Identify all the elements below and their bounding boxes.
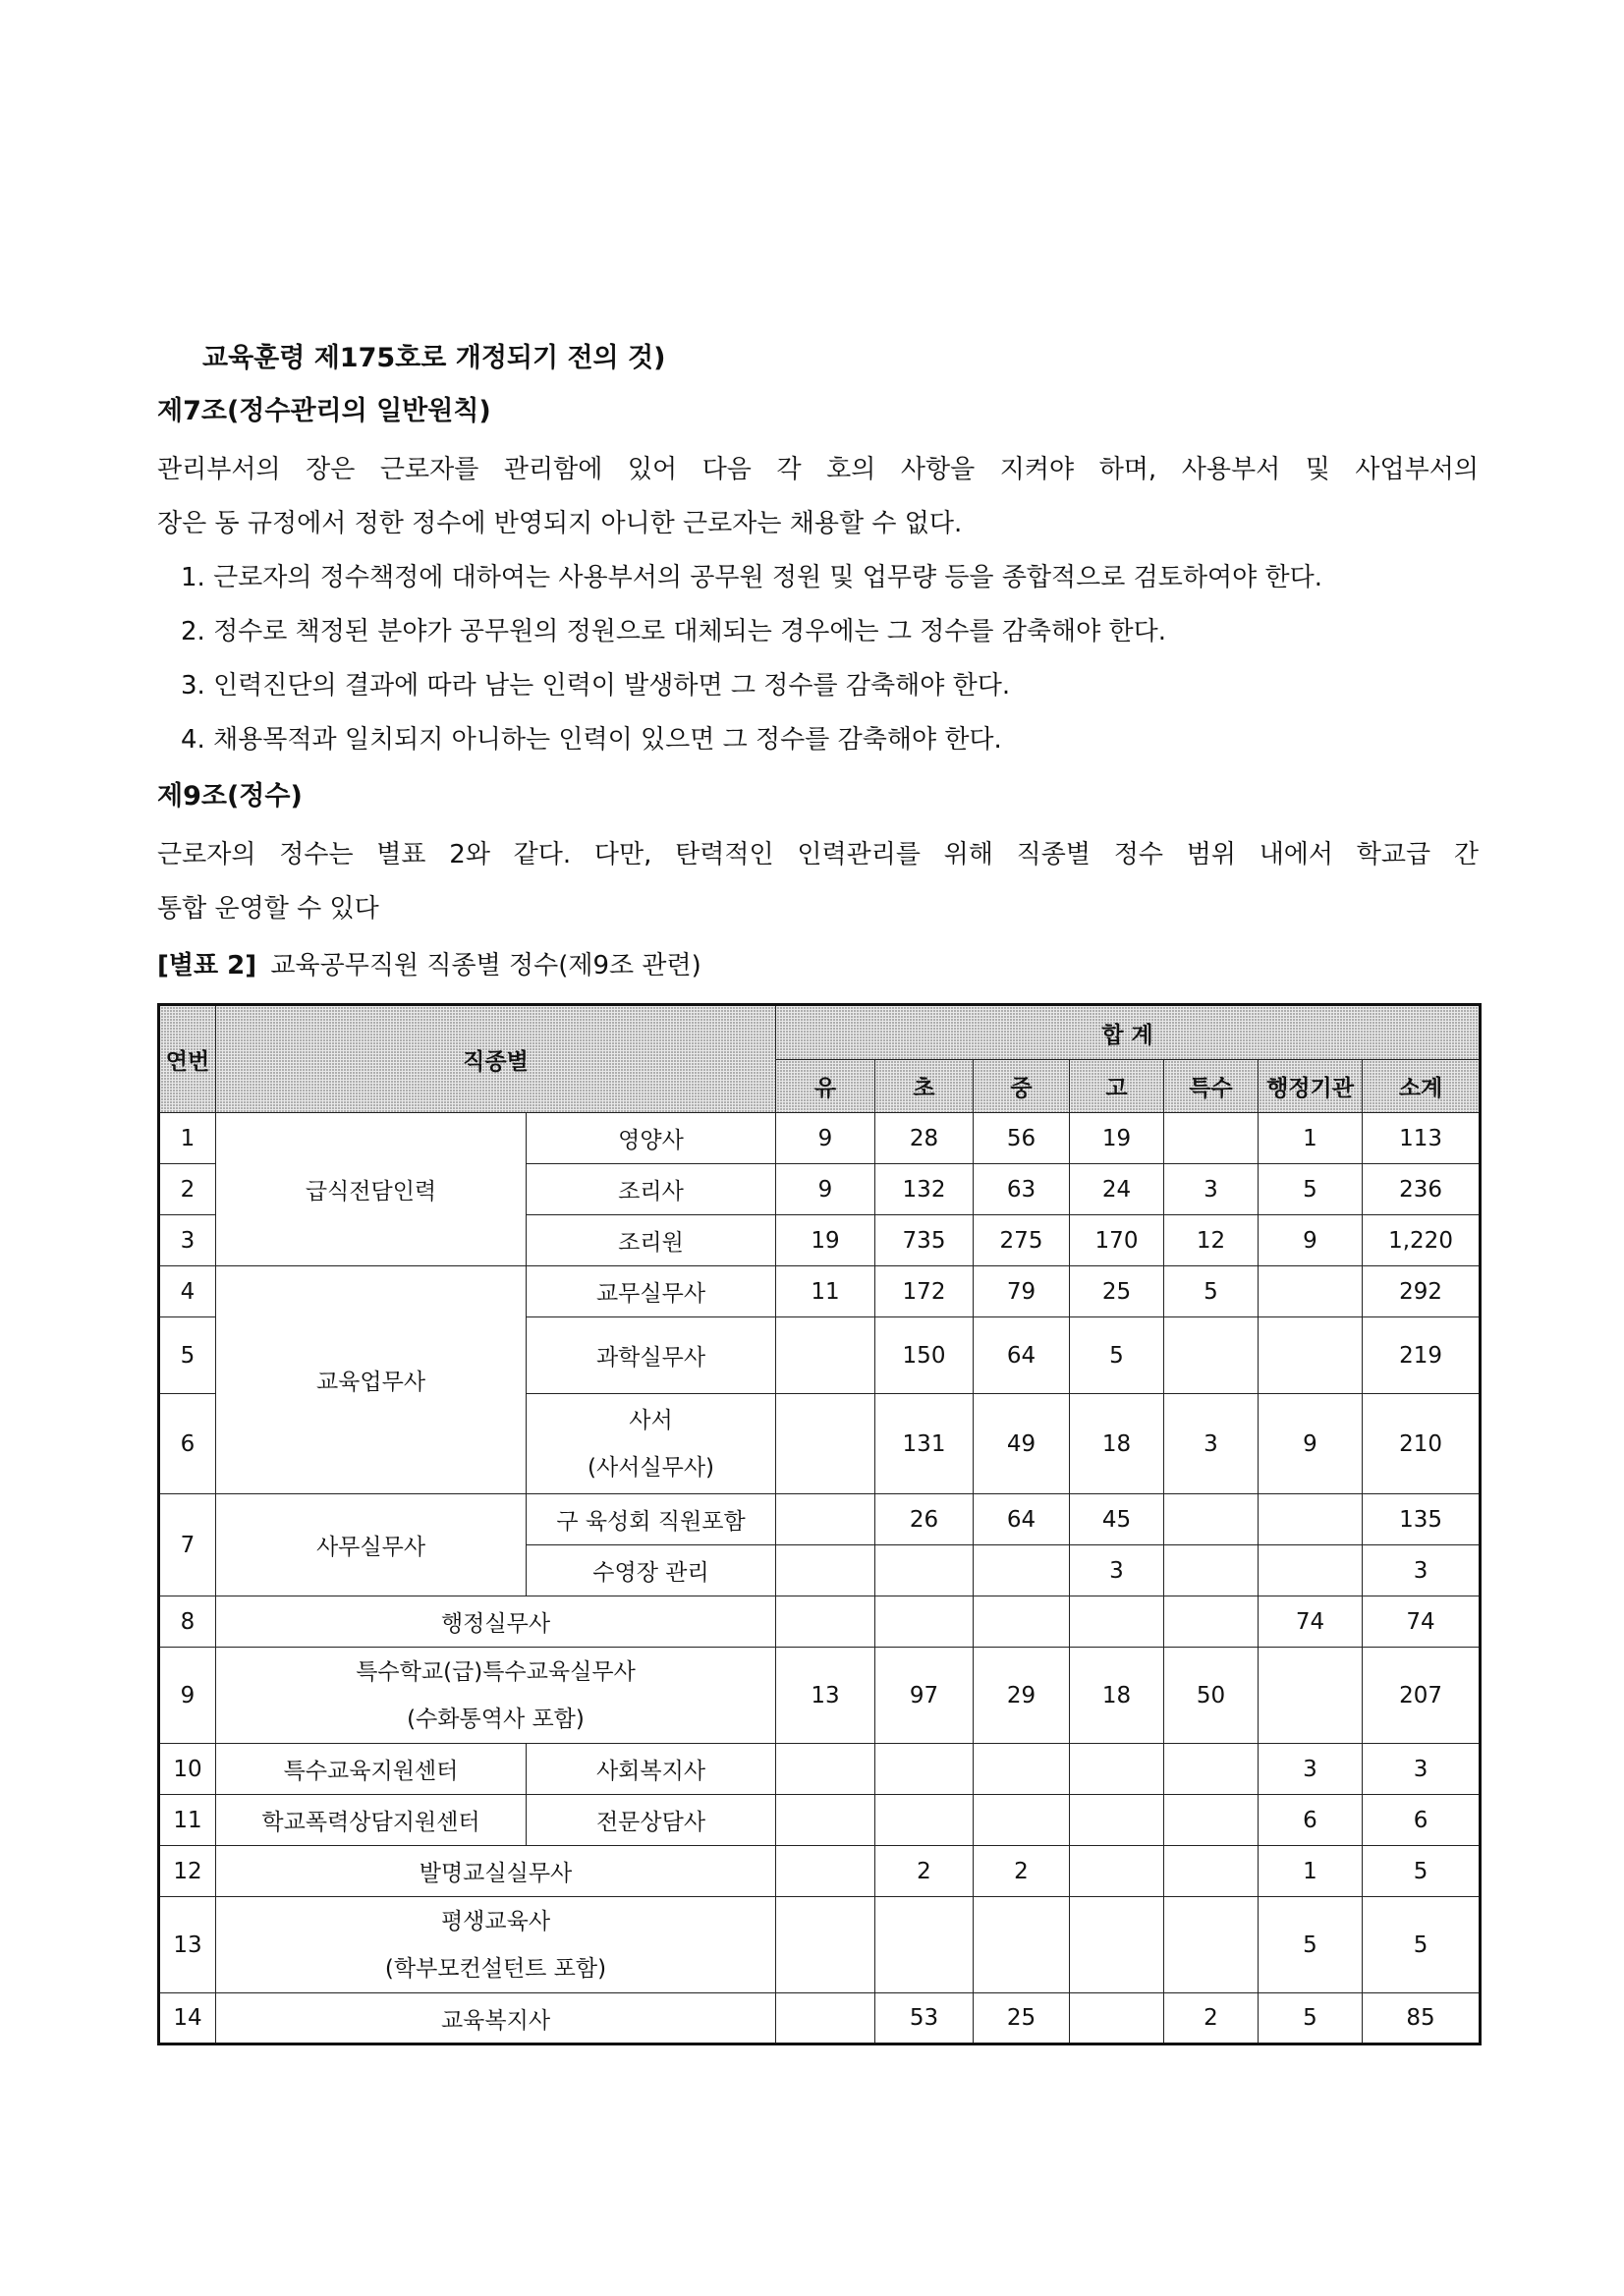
cell-value: 5 <box>1259 1164 1363 1215</box>
cell-group: 학교폭력상담지원센터 <box>216 1795 527 1846</box>
list-item: 3. 인력진단의 결과에 따라 남는 인력이 발생하면 그 정수를 감축해야 한다. <box>181 671 1011 700</box>
cell-no: 9 <box>159 1648 216 1744</box>
cell-job-line-2: (사서실무사) <box>587 1454 715 1481</box>
cell-group: 급식전담인력 <box>216 1113 527 1266</box>
cell-value <box>974 1596 1070 1648</box>
cell-value: 5 <box>1070 1317 1164 1394</box>
cell-value <box>1164 1317 1259 1394</box>
annex-title: 교육공무직원 직종별 정수(제9조 관련) <box>270 951 701 980</box>
cell-value: 24 <box>1070 1164 1164 1215</box>
cell-value <box>974 1744 1070 1795</box>
cell-group-line-1: 평생교육사 <box>440 1908 551 1934</box>
cell-value <box>1259 1494 1363 1545</box>
cell-no: 6 <box>159 1394 216 1494</box>
cell-value: 50 <box>1164 1648 1259 1744</box>
cell-value: 3 <box>1070 1545 1164 1596</box>
cell-value: 18 <box>1070 1648 1164 1744</box>
cell-value: 28 <box>875 1113 974 1164</box>
cell-value <box>875 1545 974 1596</box>
cell-job: 영양사 <box>527 1113 776 1164</box>
cell-no: 10 <box>159 1744 216 1795</box>
cell-job: 교무실무사 <box>527 1266 776 1317</box>
cell-job: 조리원 <box>527 1215 776 1266</box>
cell-value: 25 <box>1070 1266 1164 1317</box>
cell-value: 97 <box>875 1648 974 1744</box>
cell-value <box>776 1494 875 1545</box>
cell-value <box>1164 1545 1259 1596</box>
header-col: 고 <box>1070 1060 1164 1113</box>
cell-value: 3 <box>1363 1744 1481 1795</box>
cell-value: 5 <box>1164 1266 1259 1317</box>
cell-value: 5 <box>1363 1897 1481 1993</box>
cell-value: 9 <box>776 1113 875 1164</box>
cell-value <box>974 1897 1070 1993</box>
cell-group <box>216 1897 776 1993</box>
cell-group-line-1: 특수학교(급)특수교육실무사 <box>356 1658 636 1685</box>
list-item: 1. 근로자의 정수책정에 대하여는 사용부서의 공무원 정원 및 업무량 등을 종합적으로 검토하여야 한다. <box>181 563 1323 592</box>
header-col: 중 <box>974 1060 1070 1113</box>
article-7-text <box>157 443 1479 551</box>
cell-value: 275 <box>974 1215 1070 1266</box>
cell-value: 19 <box>1070 1113 1164 1164</box>
cell-value: 170 <box>1070 1215 1164 1266</box>
cell-value <box>1070 1795 1164 1846</box>
cell-value: 53 <box>875 1993 974 2044</box>
cell-value: 5 <box>1259 1897 1363 1993</box>
cell-no: 8 <box>159 1596 216 1648</box>
cell-group: 교육복지사 <box>216 1993 776 2044</box>
table-row <box>159 1744 1481 1795</box>
cell-value: 9 <box>776 1164 875 1215</box>
cell-job: 수영장 관리 <box>527 1545 776 1596</box>
table-row <box>159 1113 1481 1164</box>
cell-value: 6 <box>1259 1795 1363 1846</box>
cell-value: 63 <box>974 1164 1070 1215</box>
header-total: 합 계 <box>776 1005 1481 1060</box>
cell-value: 9 <box>1259 1215 1363 1266</box>
cell-job-line-1: 사서 <box>629 1407 673 1433</box>
cell-value <box>776 1545 875 1596</box>
cell-no: 13 <box>159 1897 216 1993</box>
cell-value <box>875 1897 974 1993</box>
table-row <box>159 1648 1481 1744</box>
annex-caption <box>157 946 1479 985</box>
cell-value <box>1164 1897 1259 1993</box>
cell-value: 13 <box>776 1648 875 1744</box>
cell-value: 236 <box>1363 1164 1481 1215</box>
cell-value: 74 <box>1259 1596 1363 1648</box>
cell-value: 49 <box>974 1394 1070 1494</box>
header-col: 소계 <box>1363 1060 1481 1113</box>
article-7-title: 제7조(정수관리의 일반원칙) <box>157 396 491 426</box>
staffing-table <box>157 1003 1482 2045</box>
cell-no: 5 <box>159 1317 216 1394</box>
article-7-items <box>181 551 1479 767</box>
cell-value <box>974 1545 1070 1596</box>
cell-value: 56 <box>974 1113 1070 1164</box>
cell-no: 12 <box>159 1846 216 1897</box>
table-header-row <box>159 1005 1481 1060</box>
article-9-text-line-2: 통합 운영할 수 있다 <box>157 894 379 924</box>
cell-value <box>1164 1494 1259 1545</box>
cell-job: 구 육성회 직원포함 <box>527 1494 776 1545</box>
cell-value: 29 <box>974 1648 1070 1744</box>
cell-value <box>1259 1648 1363 1744</box>
cell-no: 4 <box>159 1266 216 1317</box>
cell-group: 교육업무사 <box>216 1266 527 1494</box>
cell-value <box>1164 1744 1259 1795</box>
header-col: 초 <box>875 1060 974 1113</box>
cell-value <box>1070 1596 1164 1648</box>
cell-value: 25 <box>974 1993 1070 2044</box>
cell-value <box>1164 1795 1259 1846</box>
cell-value <box>1070 1897 1164 1993</box>
cell-value: 131 <box>875 1394 974 1494</box>
cell-value: 11 <box>776 1266 875 1317</box>
cell-value <box>1164 1846 1259 1897</box>
cell-value: 3 <box>1363 1545 1481 1596</box>
cell-value: 6 <box>1363 1795 1481 1846</box>
article-9-text <box>157 828 1479 936</box>
header-col: 행정기관 <box>1259 1060 1363 1113</box>
cell-value <box>1259 1266 1363 1317</box>
cell-group-line-2: (학부모컨설턴트 포함) <box>384 1955 607 1982</box>
cell-no: 1 <box>159 1113 216 1164</box>
cell-value: 292 <box>1363 1266 1481 1317</box>
article-7-text-line-2: 장은 동 규정에서 정한 정수에 반영되지 아니한 근로자는 채용할 수 없다. <box>157 509 963 538</box>
cell-group: 발명교실실무사 <box>216 1846 776 1897</box>
cell-value: 219 <box>1363 1317 1481 1394</box>
annex-label: [별표 2] <box>157 951 257 980</box>
cell-no: 11 <box>159 1795 216 1846</box>
cell-job: 과학실무사 <box>527 1317 776 1394</box>
cell-value: 12 <box>1164 1215 1259 1266</box>
cell-value: 113 <box>1363 1113 1481 1164</box>
article-9-text-line-1: 근로자의 정수는 별표 2와 같다. 다만, 탄력적인 인력관리를 위해 직종별 정수 범위 내에서 학교급 간 <box>157 840 1479 869</box>
cell-value: 207 <box>1363 1648 1481 1744</box>
cell-group-line-2: (수화통역사 포함) <box>407 1706 585 1732</box>
cell-value: 79 <box>974 1266 1070 1317</box>
cell-value <box>776 1394 875 1494</box>
cell-group <box>216 1648 776 1744</box>
cell-value: 45 <box>1070 1494 1164 1545</box>
document-heading: 교육훈령 제175호로 개정되기 전의 것) <box>202 343 666 373</box>
cell-value <box>1164 1113 1259 1164</box>
cell-value: 26 <box>875 1494 974 1545</box>
cell-value: 1,220 <box>1363 1215 1481 1266</box>
cell-job: 사회복지사 <box>527 1744 776 1795</box>
cell-value: 2 <box>974 1846 1070 1897</box>
cell-value <box>1259 1545 1363 1596</box>
cell-no: 14 <box>159 1993 216 2044</box>
cell-job: 전문상담사 <box>527 1795 776 1846</box>
header-job: 직종별 <box>216 1005 776 1113</box>
list-item: 2. 정수로 책정된 분야가 공무원의 정원으로 대체되는 경우에는 그 정수를 감축해야 한다. <box>181 617 1167 646</box>
table-row <box>159 1596 1481 1648</box>
cell-value <box>1070 1744 1164 1795</box>
cell-value <box>776 1897 875 1993</box>
cell-value: 132 <box>875 1164 974 1215</box>
cell-group: 특수교육지원센터 <box>216 1744 527 1795</box>
cell-value: 735 <box>875 1215 974 1266</box>
cell-no: 2 <box>159 1164 216 1215</box>
cell-value <box>776 1744 875 1795</box>
cell-value <box>776 1317 875 1394</box>
cell-value: 3 <box>1164 1394 1259 1494</box>
cell-value <box>1164 1596 1259 1648</box>
cell-value: 2 <box>875 1846 974 1897</box>
cell-value: 1 <box>1259 1113 1363 1164</box>
cell-value <box>776 1993 875 2044</box>
cell-group: 사무실무사 <box>216 1494 527 1596</box>
header-col: 특수 <box>1164 1060 1259 1113</box>
cell-value: 210 <box>1363 1394 1481 1494</box>
cell-value <box>776 1795 875 1846</box>
table-row <box>159 1897 1481 1993</box>
cell-value <box>974 1795 1070 1846</box>
list-item: 4. 채용목적과 일치되지 아니하는 인력이 있으면 그 정수를 감축해야 한다. <box>181 725 1002 755</box>
cell-value <box>875 1744 974 1795</box>
cell-job: 조리사 <box>527 1164 776 1215</box>
cell-value <box>875 1795 974 1846</box>
table-row <box>159 1993 1481 2044</box>
cell-no: 3 <box>159 1215 216 1266</box>
cell-job <box>527 1394 776 1494</box>
article-9-title: 제9조(정수) <box>157 781 303 812</box>
table-row <box>159 1795 1481 1846</box>
cell-value: 172 <box>875 1266 974 1317</box>
table-row <box>159 1494 1481 1545</box>
cell-value: 2 <box>1164 1993 1259 2044</box>
cell-value: 5 <box>1259 1993 1363 2044</box>
cell-value: 150 <box>875 1317 974 1394</box>
cell-value: 85 <box>1363 1993 1481 2044</box>
header-col: 유 <box>776 1060 875 1113</box>
table-row <box>159 1846 1481 1897</box>
cell-value <box>1070 1846 1164 1897</box>
cell-value: 3 <box>1164 1164 1259 1215</box>
cell-value: 3 <box>1259 1744 1363 1795</box>
cell-value: 135 <box>1363 1494 1481 1545</box>
cell-group: 행정실무사 <box>216 1596 776 1648</box>
cell-value: 64 <box>974 1317 1070 1394</box>
cell-value <box>776 1846 875 1897</box>
cell-value: 1 <box>1259 1846 1363 1897</box>
document-page <box>157 339 1479 2045</box>
cell-value <box>1259 1317 1363 1394</box>
cell-value <box>875 1596 974 1648</box>
header-no: 연번 <box>159 1005 216 1113</box>
cell-value <box>1070 1993 1164 2044</box>
cell-value: 64 <box>974 1494 1070 1545</box>
article-7-text-line-1: 관리부서의 장은 근로자를 관리함에 있어 다음 각 호의 사항을 지켜야 하며, 사용부서 및 사업부서의 <box>157 455 1479 484</box>
table-row <box>159 1266 1481 1317</box>
cell-value: 19 <box>776 1215 875 1266</box>
cell-value: 9 <box>1259 1394 1363 1494</box>
cell-value: 18 <box>1070 1394 1164 1494</box>
cell-value: 5 <box>1363 1846 1481 1897</box>
cell-no: 7 <box>159 1494 216 1596</box>
cell-value: 74 <box>1363 1596 1481 1648</box>
cell-value <box>776 1596 875 1648</box>
